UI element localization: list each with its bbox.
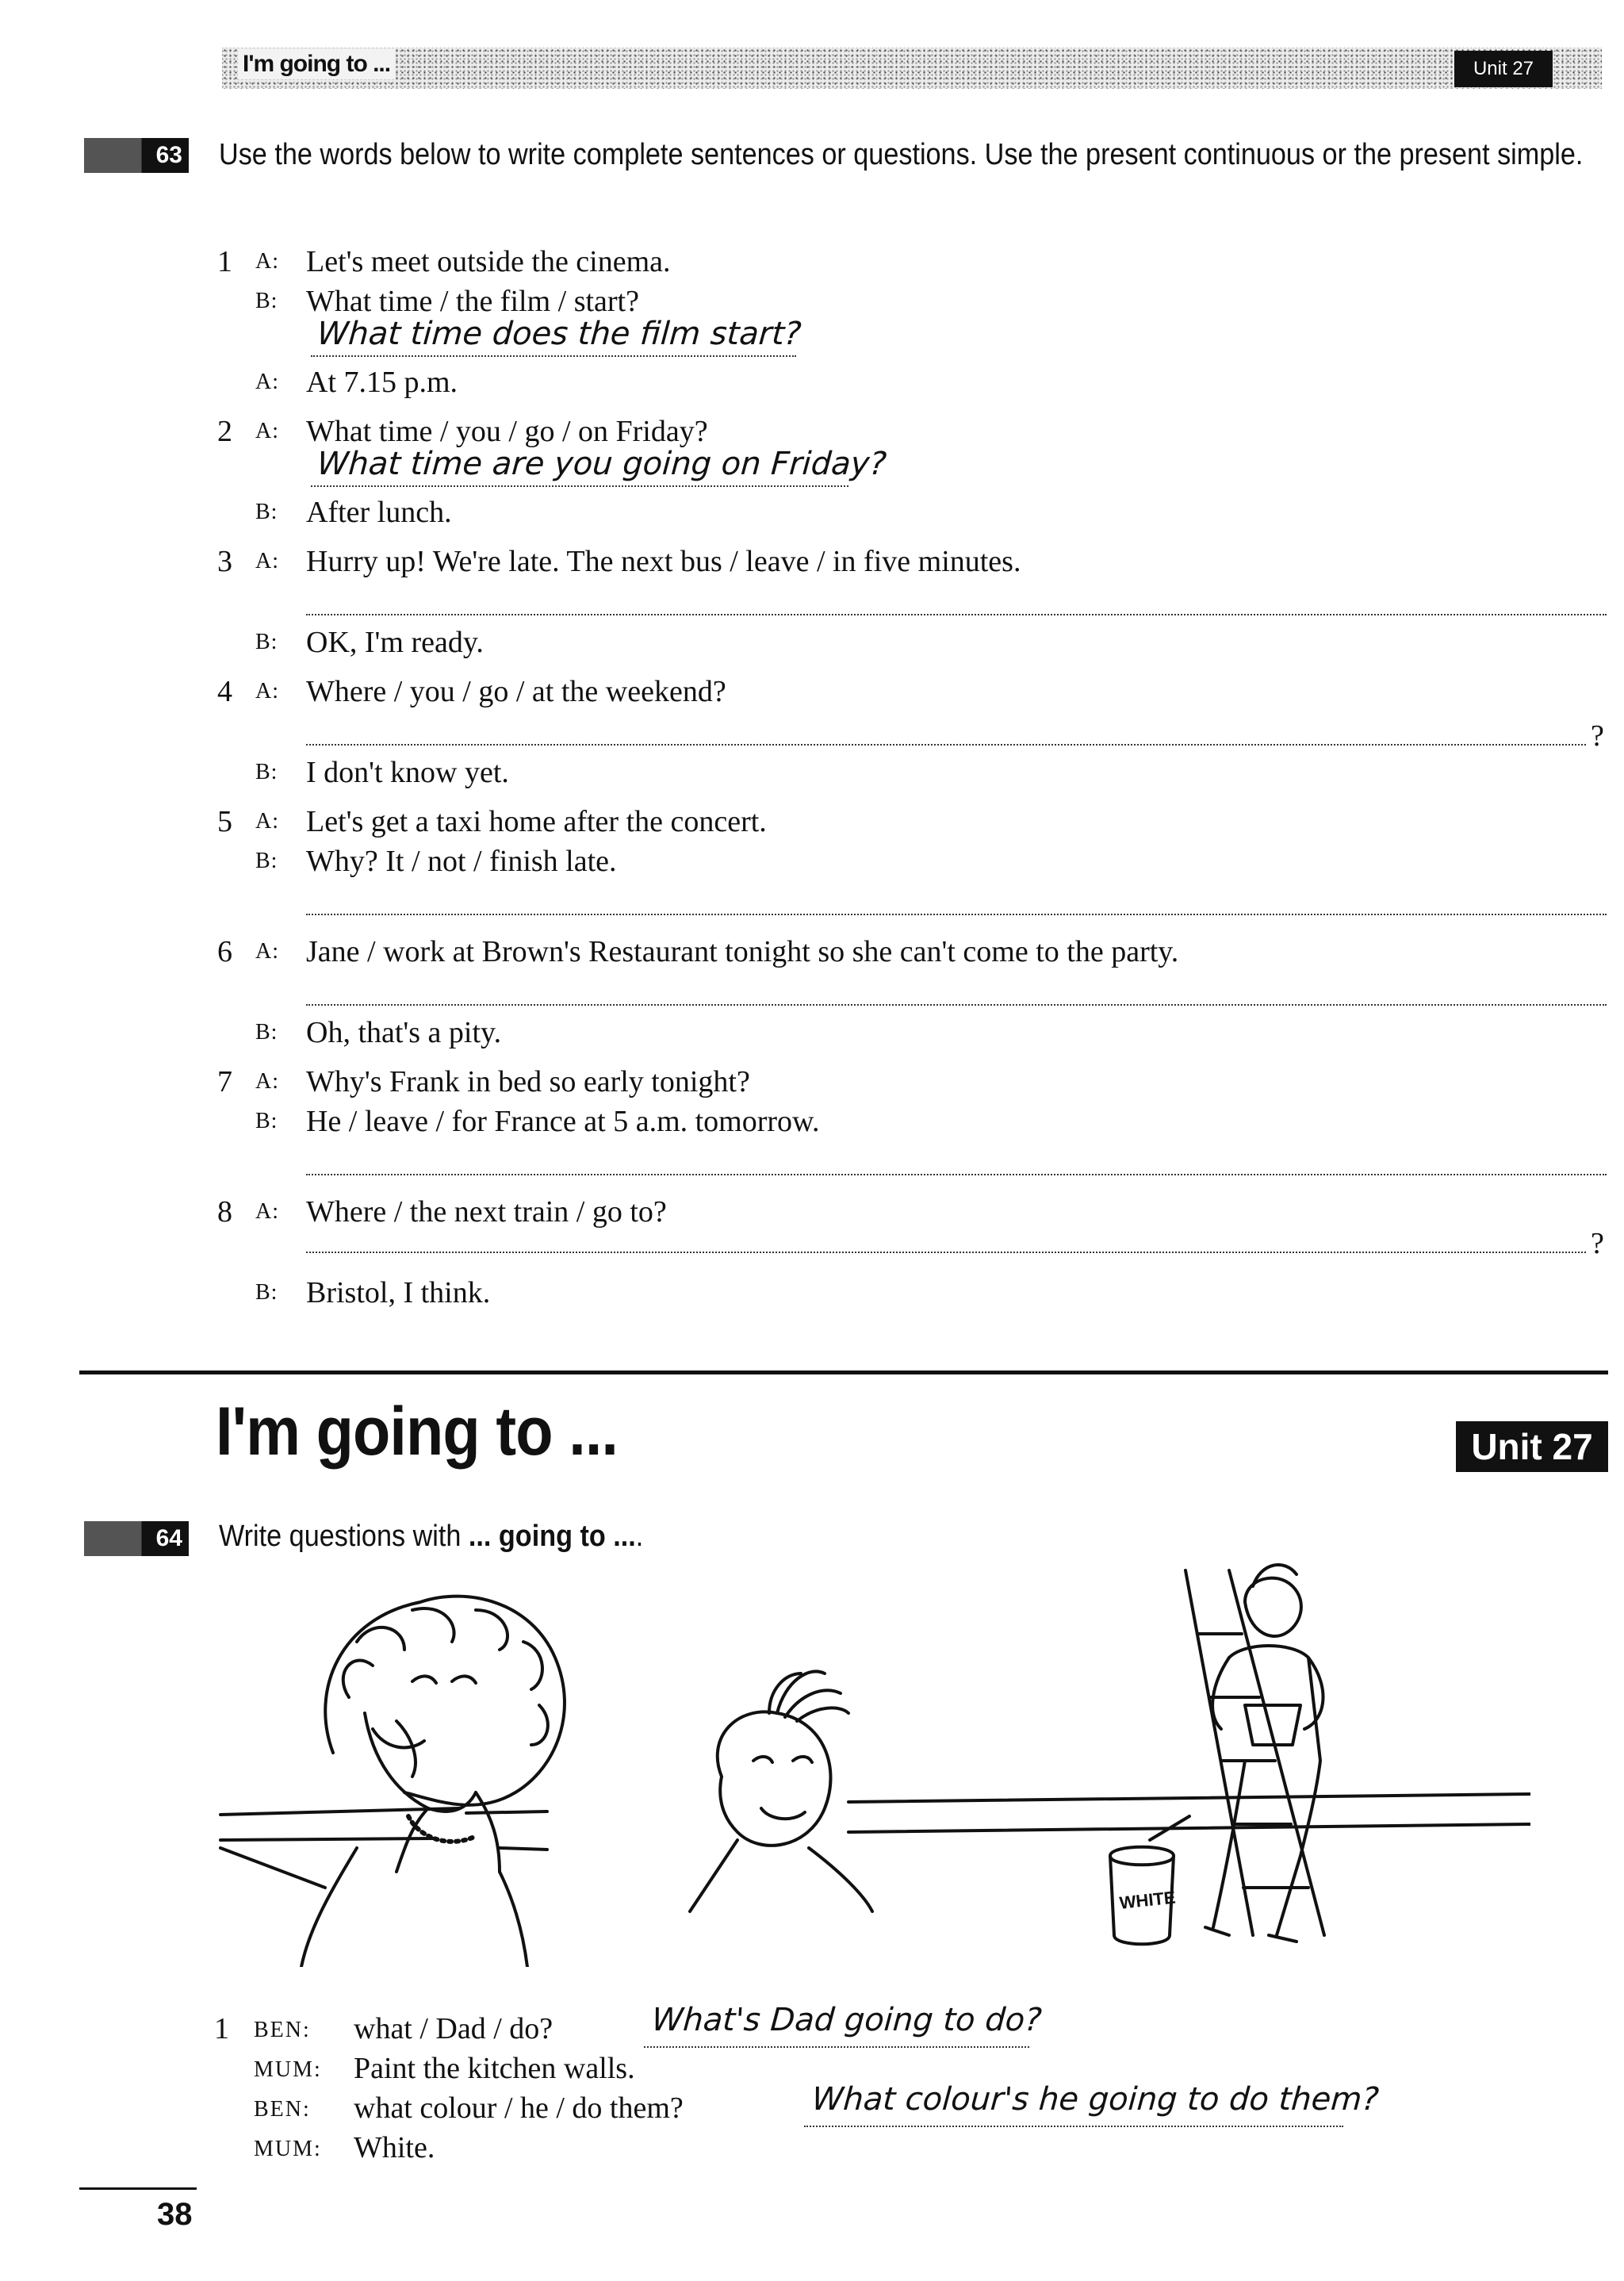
speaker-label: BEN: — [254, 2018, 311, 2042]
paint-can-icon — [1110, 1816, 1189, 1944]
page-number-rule — [79, 2187, 197, 2190]
dialogue-line: At 7.15 p.m. — [306, 366, 458, 399]
item-number: 4 — [217, 675, 232, 708]
dialogue-line: Where / the next train / go to? — [306, 1195, 667, 1229]
answer-line — [311, 485, 848, 487]
speaker-label: BEN: — [254, 2097, 311, 2122]
running-header-title: I'm going to ... — [238, 49, 395, 79]
cartoon-illustration — [214, 1555, 1530, 1967]
dialogue-line: Why's Frank in bed so early tonight? — [306, 1065, 750, 1098]
dialogue-line: He / leave / for France at 5 a.m. tomorrow. — [306, 1105, 820, 1138]
item-number: 3 — [217, 545, 232, 578]
running-header-band — [222, 48, 1602, 89]
handwritten-answer: What's Dad going to do? — [650, 2002, 1044, 2038]
speaker-label: A: — [255, 549, 279, 573]
speaker-label: A: — [255, 249, 279, 274]
dialogue-line: what / Dad / do? — [354, 2012, 553, 2045]
handwritten-answer: What time does the film start? — [316, 316, 802, 352]
dialogue-line: White. — [354, 2131, 435, 2164]
mum-figure — [301, 1597, 565, 1967]
answer-line — [306, 1174, 1607, 1175]
item-number: 8 — [217, 1195, 232, 1229]
dialogue-line: Oh, that's a pity. — [306, 1016, 502, 1049]
question-mark: ? — [1591, 1227, 1604, 1260]
item-number: 1 — [214, 2012, 229, 2045]
answer-line — [306, 1004, 1607, 1006]
question-mark: ? — [1591, 719, 1604, 753]
speaker-label: MUM: — [254, 2137, 322, 2161]
dialogue-line: Paint the kitchen walls. — [354, 2052, 635, 2085]
answer-line — [311, 355, 796, 357]
speaker-label: A: — [255, 939, 279, 964]
dialogue-line: After lunch. — [306, 496, 452, 529]
section-title: I'm going to ... — [216, 1394, 619, 1470]
wall-line — [466, 1794, 1530, 1832]
exercise-63-badge: 63 — [84, 138, 189, 173]
exercise-64-instruction: Write questions with ... going to .... — [219, 1520, 644, 1553]
handwritten-answer: What time are you going on Friday? — [316, 446, 888, 482]
handwritten-answer: What colour's he going to do them? — [810, 2081, 1381, 2118]
speaker-label: A: — [255, 679, 279, 703]
running-header-unit: Unit 27 — [1454, 51, 1553, 87]
dialogue-line: Jane / work at Brown's Restaurant tonight so she can't come to the party. — [306, 935, 1179, 968]
answer-line — [804, 2126, 1343, 2127]
item-number: 7 — [217, 1065, 232, 1098]
paint-can-label: WHITE — [1118, 1887, 1177, 1913]
item-number: 1 — [217, 245, 232, 278]
speaker-label: B: — [255, 849, 278, 873]
speaker-label: A: — [255, 370, 279, 394]
answer-line — [306, 614, 1607, 615]
speaker-label: A: — [255, 419, 279, 443]
dialogue-line: What time / you / go / on Friday? — [306, 415, 708, 448]
dialogue-line: OK, I'm ready. — [306, 626, 484, 659]
dialogue-line: Why? It / not / finish late. — [306, 845, 617, 878]
answer-line — [644, 2046, 1029, 2048]
item-number: 6 — [217, 935, 232, 968]
exercise-63-instruction: Use the words below to write complete sentences or questions. Use the present continuous or the present simple. — [219, 138, 1584, 171]
dialogue-line: Where / you / go / at the weekend? — [306, 675, 726, 708]
wall-line — [500, 1848, 547, 1850]
dialogue-line: I don't know yet. — [306, 756, 509, 789]
boy-figure — [690, 1671, 872, 1911]
speaker-label: A: — [255, 809, 279, 834]
answer-line — [306, 744, 1586, 746]
unit-label: Unit 27 — [1456, 1421, 1608, 1472]
dialogue-line: what colour / he / do them? — [354, 2091, 684, 2125]
dialogue-line: Let's get a taxi home after the concert. — [306, 805, 767, 838]
dialogue-line: What time / the film / start? — [306, 285, 639, 318]
dad-figure — [1185, 1565, 1324, 1942]
answer-line — [306, 914, 1607, 915]
speaker-label: B: — [255, 289, 278, 313]
item-number: 2 — [217, 415, 232, 448]
speaker-label: B: — [255, 760, 278, 784]
dialogue-line: Bristol, I think. — [306, 1276, 491, 1309]
speaker-label: B: — [255, 630, 278, 654]
speaker-label: A: — [255, 1199, 279, 1224]
speaker-label: MUM: — [254, 2057, 322, 2082]
section-divider — [79, 1371, 1608, 1374]
speaker-label: B: — [255, 1109, 278, 1133]
speaker-label: B: — [255, 1020, 278, 1045]
speaker-label: B: — [255, 1280, 278, 1305]
dialogue-line: Let's meet outside the cinema. — [306, 245, 671, 278]
speaker-label: B: — [255, 500, 278, 524]
page-number: 38 — [157, 2197, 193, 2232]
speaker-label: A: — [255, 1069, 279, 1094]
answer-line — [306, 1252, 1586, 1253]
exercise-64-badge: 64 — [84, 1521, 189, 1556]
item-number: 5 — [217, 805, 232, 838]
dialogue-line: Hurry up! We're late. The next bus / leave / in five minutes. — [306, 545, 1021, 578]
